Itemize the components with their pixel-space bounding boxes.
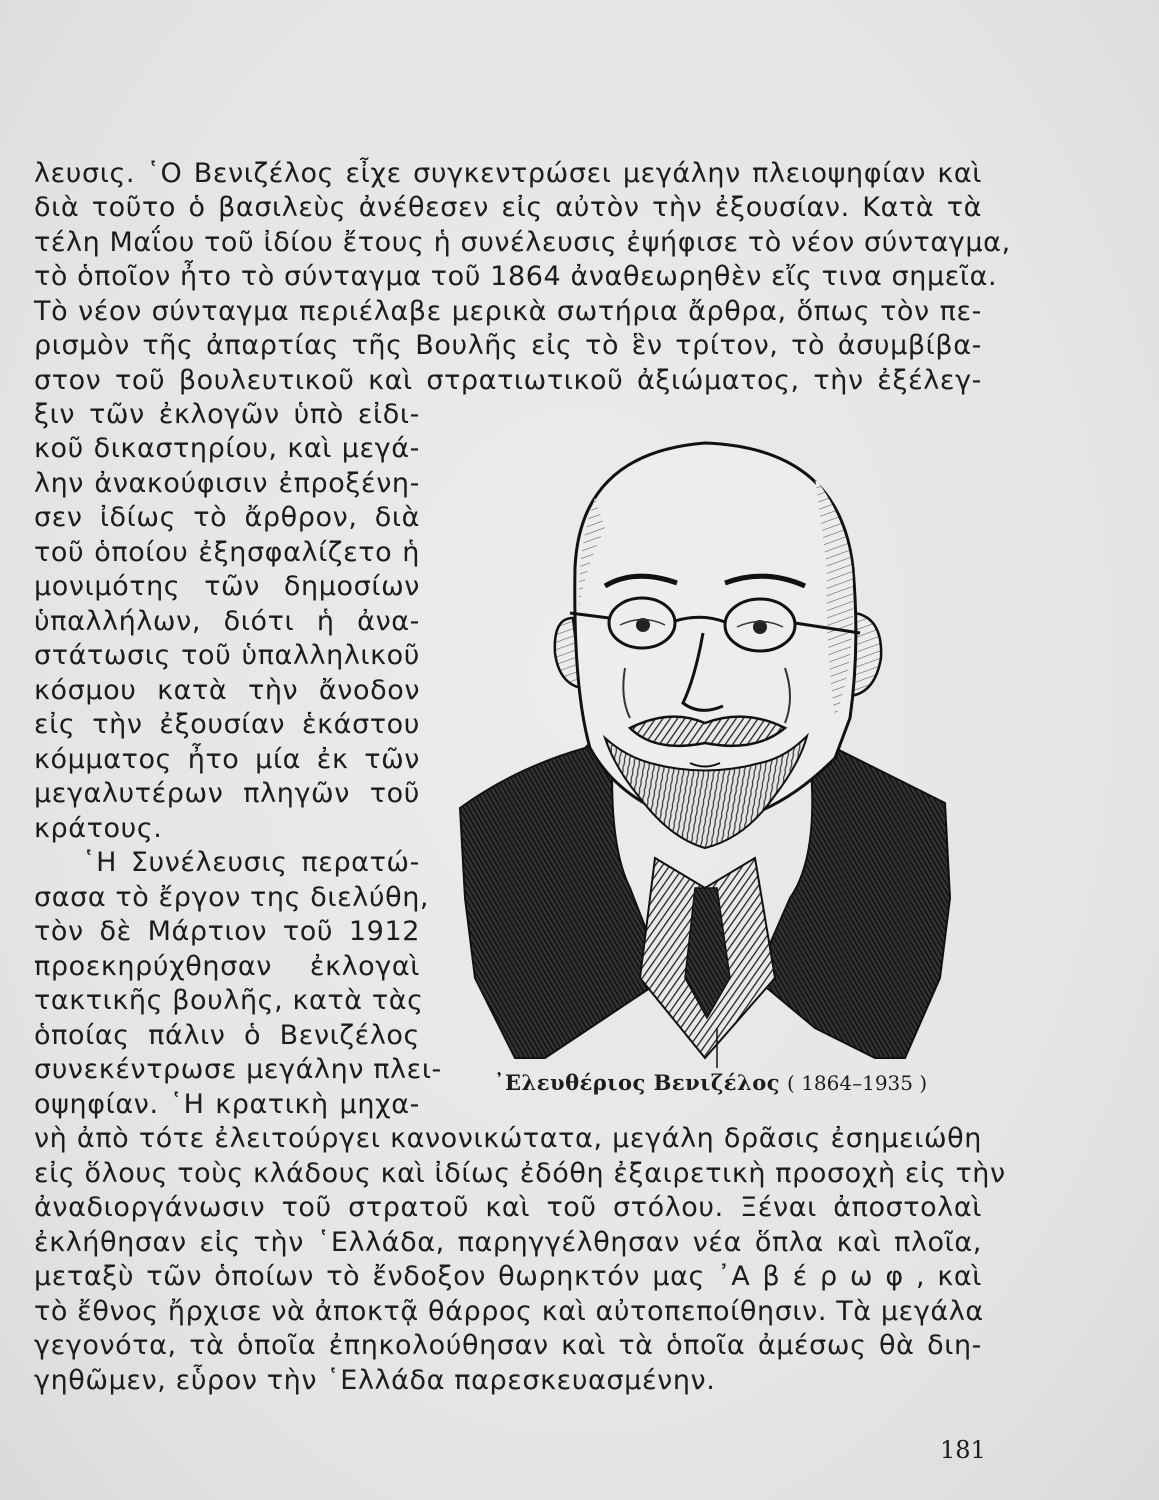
text-line: ὑπαλλήλων, διότι ἡ ἀνα- [34, 606, 420, 637]
text-line: τέλη Μαΐου τοῦ ἰδίου ἔτους ἡ συνέλευσις ἐψήφισε τὸ νέον σύνταγμα, [34, 227, 1011, 258]
page-number: 181 [940, 1436, 986, 1464]
text-line: ρισμὸν τῆς ἀπαρτίας τῆς Βουλῆς εἰς τὸ ἓν τρίτον, τὸ ἀσυμβίβα- [34, 330, 982, 361]
text-line: ξιν τῶν ἐκλογῶν ὑπὸ εἰδι- [34, 399, 420, 430]
text-line: μεγαλυτέρων πληγῶν τοῦ [34, 778, 420, 809]
text-line: τοῦ ὁποίου ἐξησφαλίζετο ἡ [34, 537, 420, 568]
text-line: τακτικῆς βουλῆς, κατὰ τὰς [34, 985, 424, 1016]
text-line: μεταξὺ τῶν ὁποίων τὸ ἔνδοξον θωρηκτόν μας ᾿Α β έ ρ ω φ , καὶ [34, 1261, 982, 1292]
text-line: ἀναδιοργάνωσιν τοῦ στρατοῦ καὶ τοῦ στόλου. Ξέναι ἀποστολαὶ [34, 1192, 982, 1223]
text-line: σασα τὸ ἔργον της διελύθη, [34, 882, 430, 913]
text-line: εἰς ὅλους τοὺς κλάδους καὶ ἰδίως ἐδόθη ἐξαιρετικὴ προσοχὴ εἰς τὴν [34, 1158, 1006, 1189]
portrait-caption [494, 1070, 927, 1096]
text-line: κοῦ δικαστηρίου, καὶ μεγά- [34, 433, 420, 464]
text-line: στάτωσις τοῦ ὑπαλληλικοῦ [34, 640, 420, 671]
text-line: τὸν δὲ Μάρτιον τοῦ 1912 [34, 916, 420, 947]
text-line: κόσμου κατὰ τὴν ἄνοδον [34, 675, 420, 706]
text-line: γηθῶμεν, εὗρον τὴν ῾Ελλάδα παρεσκευασμένην. [34, 1365, 716, 1396]
text-line: στον τοῦ βουλευτικοῦ καὶ στρατιωτικοῦ ἀξιώματος, τὴν ἐξέλεγ- [34, 365, 982, 396]
text-line: κόμματος ἦτο μία ἐκ τῶν [34, 744, 420, 775]
text-line: μονιμότης τῶν δημοσίων [34, 571, 420, 602]
text-line: τὸ ἔθνος ἤρχισε νὰ ἀποκτᾷ θάρρος καὶ αὐτοπεποίθησιν. Τὰ μεγάλα [34, 1296, 984, 1327]
text-line: εἰς τὴν ἐξουσίαν ἑκάστου [34, 709, 420, 740]
portrait-engraving [455, 418, 960, 1068]
text-line: διὰ τοῦτο ὁ βασιλεὺς ἀνέθεσεν εἰς αὐτὸν τὴν ἐξουσίαν. Κατὰ τὰ [34, 192, 982, 223]
text-line: λευσις. ῾Ο Βενιζέλος εἶχε συγκεντρώσει μεγάλην πλειοψηφίαν καὶ [34, 158, 982, 189]
text-line: συνεκέντρωσε μεγάλην πλει- [34, 1054, 442, 1085]
text-line: σεν ἰδίως τὸ ἄρθρον, διὰ [34, 502, 420, 533]
caption-dates: ( 1864–1935 ) [787, 1071, 928, 1095]
text-line: γεγονότα, τὰ ὁποῖα ἐπηκολούθησαν καὶ τὰ ὁποῖα ἀμέσως θὰ διη- [34, 1330, 982, 1361]
text-line: Τὸ νέον σύνταγμα περιέλαβε μερικὰ σωτήρια ἄρθρα, ὅπως τὸν πε- [34, 296, 982, 327]
text-line: οψηφίαν. ῾Η κρατικὴ μηχα- [34, 1089, 420, 1120]
text-line: ῾Η Συνέλευσις περατώ- [82, 847, 420, 878]
text-line: λην ἀνακούφισιν ἐπροξένη- [34, 468, 420, 499]
text-line: ὁποίας πάλιν ὁ Βενιζέλος [34, 1020, 420, 1051]
text-line: τὸ ὁποῖον ἦτο τὸ σύνταγμα τοῦ 1864 ἀναθεωρηθὲν εἴς τινα σημεῖα. [34, 261, 998, 292]
text-line: ἐκλήθησαν εἰς τὴν ῾Ελλάδα, παρηγγέλθησαν νέα ὅπλα καὶ πλοῖα, [34, 1227, 982, 1258]
caption-name: ᾿Ελευθέριος Βενιζέλος [494, 1070, 781, 1095]
text-line: νὴ ἀπὸ τότε ἐλειτούργει κανονικώτατα, μεγάλη δρᾶσις ἐσημειώθη [34, 1123, 982, 1154]
text-line: προεκηρύχθησαν ἐκλογαὶ [34, 951, 420, 982]
text-line: κράτους. [34, 813, 163, 844]
